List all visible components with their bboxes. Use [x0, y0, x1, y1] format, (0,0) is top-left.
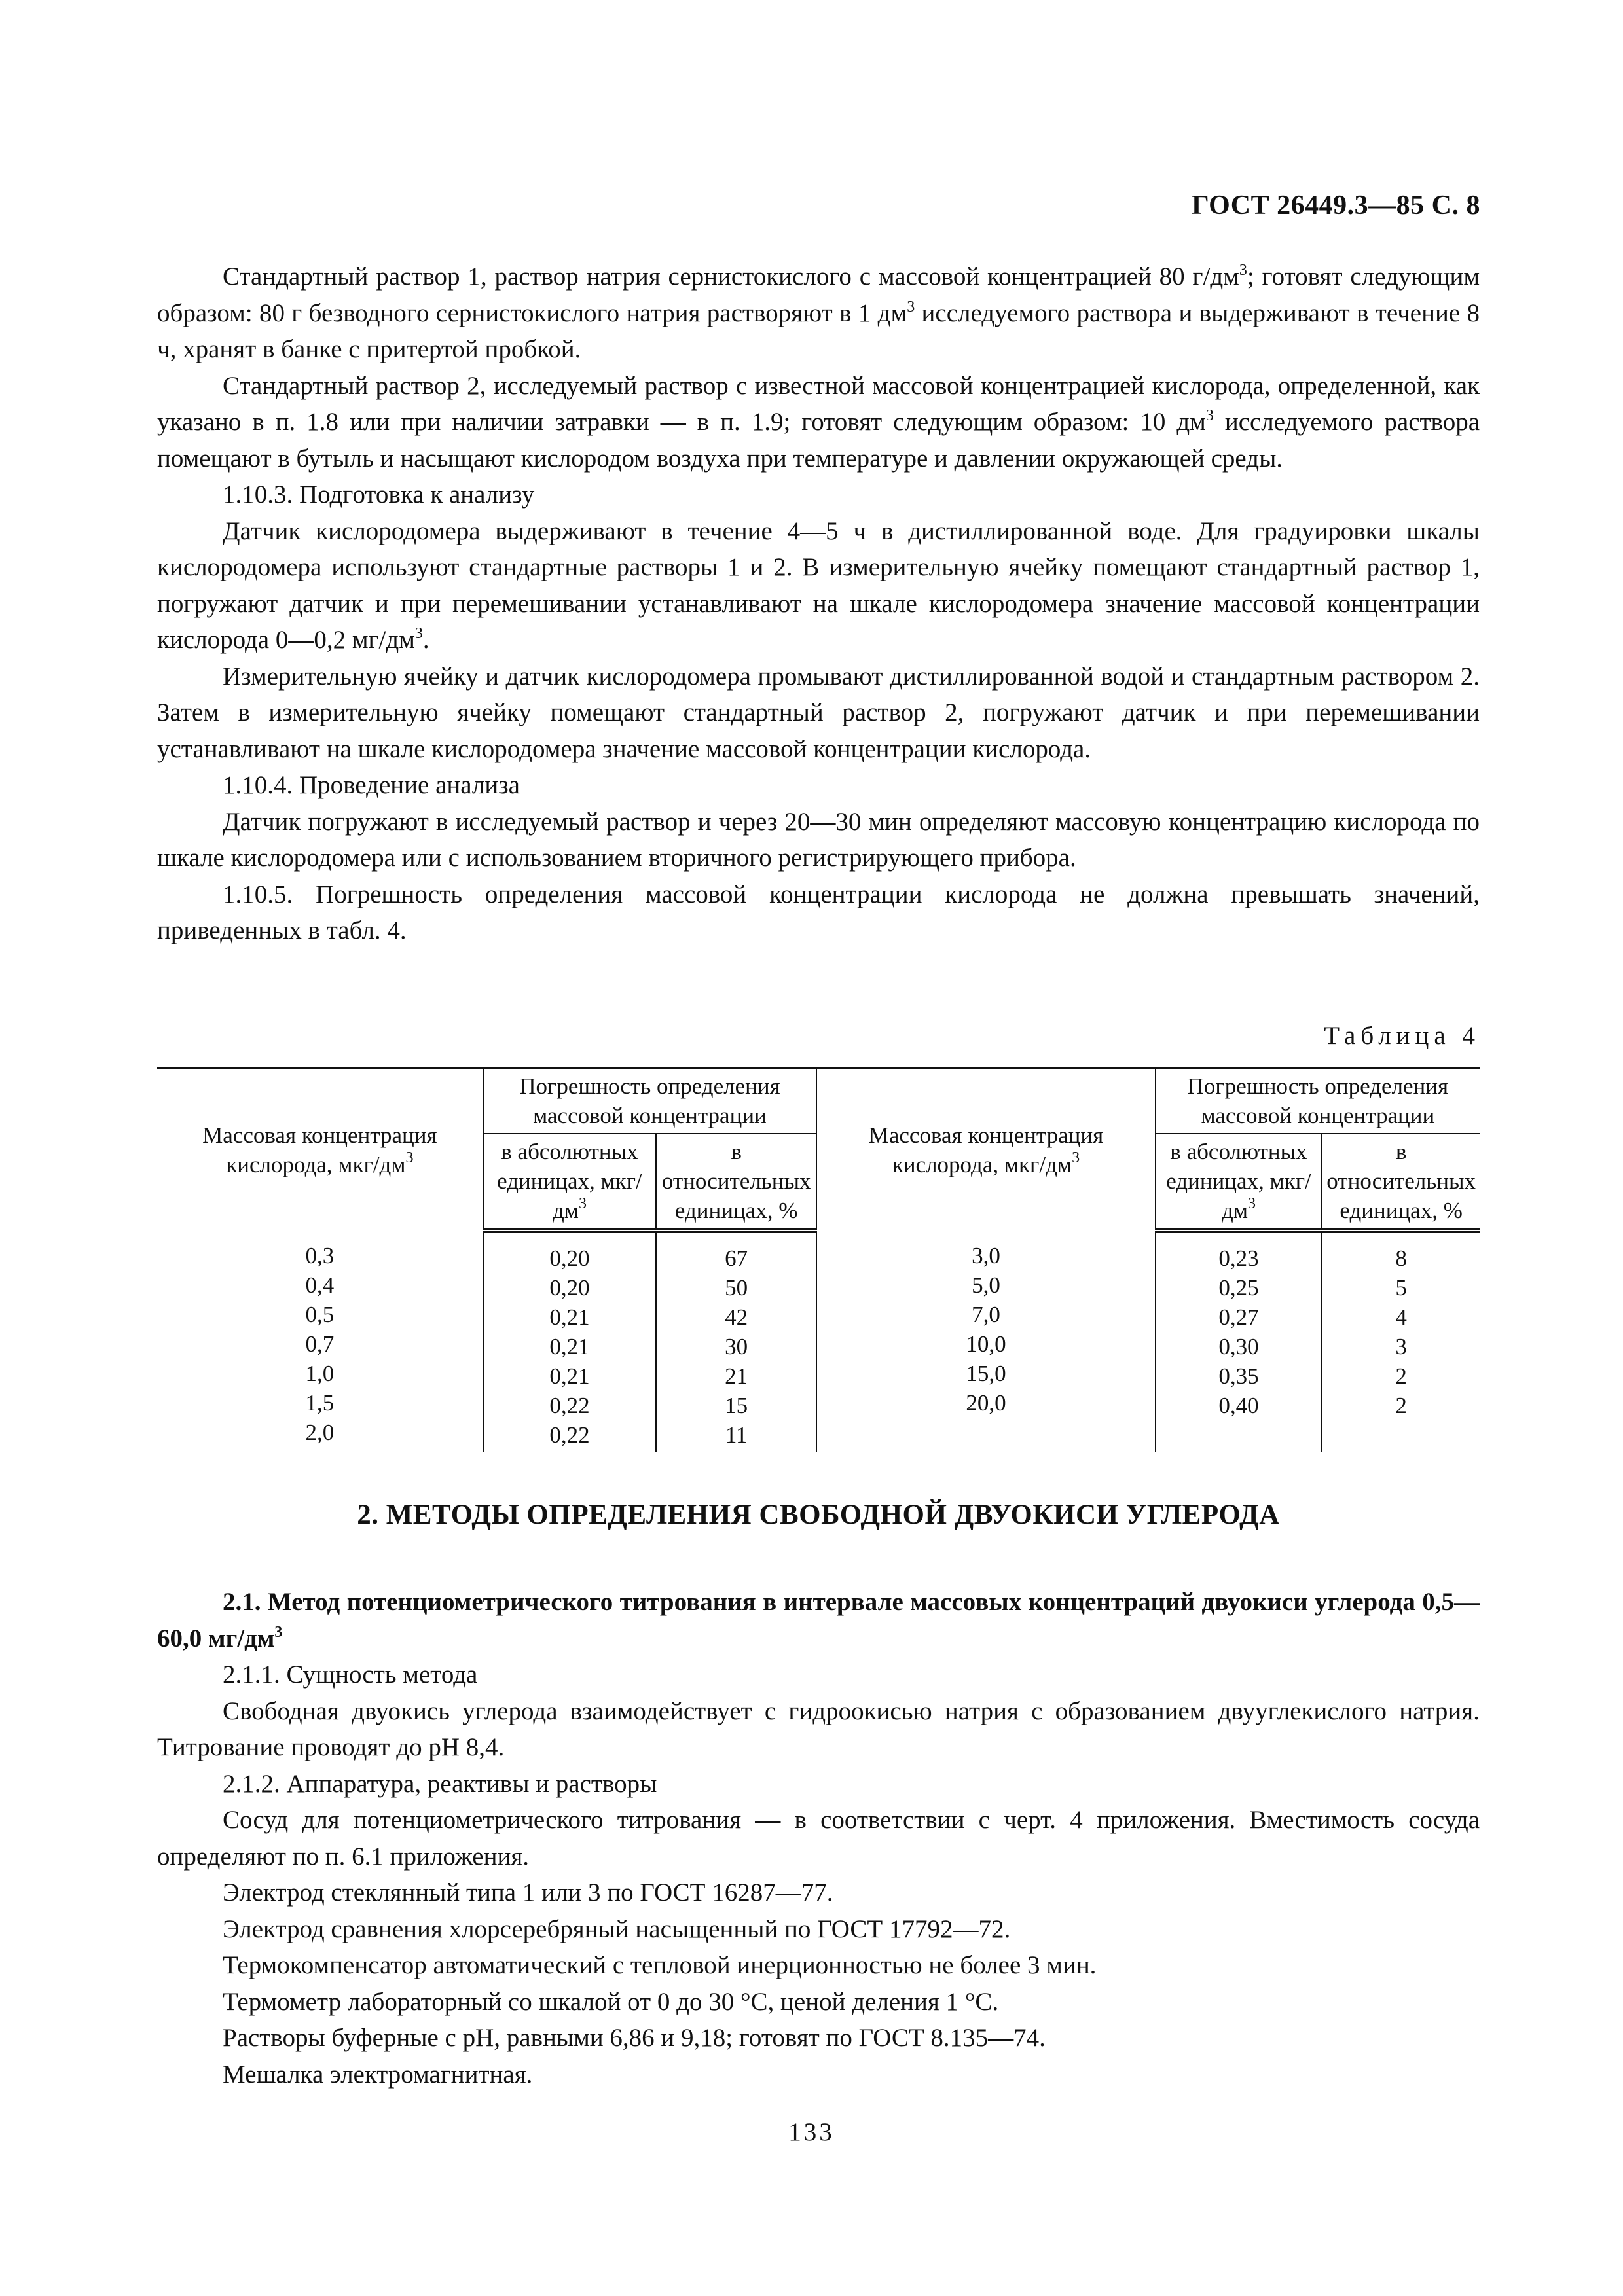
column-header-relative: в относительных единицах, % — [1322, 1134, 1480, 1230]
column-header-concentration: Массовая концентрация кислорода, мкг/$дм^3$ — [816, 1068, 1156, 1231]
paragraph: Электрод сравнения хлорсеребряный насыщенный по ГОСТ 17792—72. — [223, 1914, 1011, 1943]
paragraph: Термокомпенсатор автоматический с тепловой инерционностью не более 3 мин. — [223, 1951, 1097, 1979]
absolute-error-value: 0,21 — [549, 1304, 590, 1330]
paragraph: Электрод стеклянный типа 1 или 3 по ГОСТ 16287—77. — [223, 1878, 833, 1907]
relative-error-value: 30 — [725, 1334, 748, 1359]
cell-left-relative — [656, 1230, 816, 1452]
text: Стандартный раствор 2, исследуемый раствор с известной массовой концентрацией кислорода, определенной, как указано в п. 1.8 или при наличии затравки — в п. 1.9; готовят следующим образом: 10 дм — [157, 371, 1480, 436]
absolute-error-value: 0,22 — [549, 1422, 590, 1448]
subsection-heading — [157, 476, 1480, 513]
section-title: 2. МЕТОДЫ ОПРЕДЕЛЕНИЯ СВОБОДНОЙ ДВУОКИСИ УГЛЕРОДА — [357, 1499, 1280, 1530]
relative-error-value: 5 — [1395, 1275, 1407, 1300]
paragraph — [157, 259, 1480, 368]
absolute-error-value: 0,40 — [1218, 1393, 1259, 1418]
cell-left-concentration — [157, 1230, 483, 1452]
relative-error-value: 67 — [725, 1246, 748, 1271]
relative-error-value: 3 — [1395, 1334, 1407, 1359]
cell-right-concentration — [816, 1230, 1156, 1452]
body-text-top — [157, 259, 1480, 949]
text: 1.10.5. Погрешность определения массовой концентрации кислорода не должна превышать значений, приведенных в табл. 4. — [157, 880, 1480, 944]
concentration-value: 1,0 — [305, 1361, 335, 1386]
absolute-error-value: 0,20 — [549, 1246, 590, 1271]
relative-error-value: 21 — [725, 1363, 748, 1389]
paragraph: 2.1.1. Сущность метода — [223, 1660, 478, 1689]
absolute-error-value: 0,23 — [1218, 1246, 1259, 1271]
data-table — [157, 1067, 1480, 1452]
paragraph — [157, 876, 1480, 949]
relative-error-value: 11 — [725, 1422, 748, 1448]
column-header-absolute: в абсолютных единицах, мкг/$дм^3$ — [1156, 1134, 1322, 1230]
concentration-value: 1,5 — [305, 1390, 335, 1416]
paragraph — [157, 804, 1480, 876]
relative-error-value: 8 — [1395, 1246, 1407, 1271]
superscript: 3 — [907, 298, 915, 315]
cell-right-relative — [1322, 1230, 1480, 1452]
concentration-value: 5,0 — [972, 1272, 1000, 1298]
paragraph: Растворы буферные с pH, равными 6,86 и 9,18; готовят по ГОСТ 8.135—74. — [223, 2024, 1046, 2052]
absolute-error-value: 0,30 — [1218, 1334, 1259, 1359]
table-row — [157, 1230, 1480, 1452]
column-header-absolute: в абсолютных единицах, мкг/$дм^3$ — [483, 1134, 656, 1230]
superscript: 3 — [1205, 407, 1214, 424]
paragraph: 2.1.2. Аппаратура, реактивы и растворы — [223, 1769, 657, 1798]
relative-error-value: 2 — [1395, 1393, 1407, 1418]
subsection-heading — [157, 767, 1480, 804]
page-header: ГОСТ 26449.3—85 С. 8 — [1191, 190, 1480, 221]
concentration-value: 15,0 — [966, 1361, 1006, 1386]
concentration-value: 20,0 — [966, 1390, 1006, 1416]
relative-error-value: 42 — [725, 1304, 748, 1330]
relative-error-value: 15 — [725, 1393, 748, 1418]
text: исследуемого раствора помещают в бутыль и насыщают кислородом воздуха при температуре и давлении окружающей среды. — [157, 408, 1480, 473]
paragraph: Сосуд для потенциометрического титрования — в соответствии с черт. 4 приложения. Вместимость сосуда определяют по п. 6.1 приложения. — [157, 1806, 1480, 1871]
paragraph — [157, 368, 1480, 477]
absolute-error-value: 0,25 — [1218, 1275, 1259, 1300]
paragraph: Термометр лабораторный со шкалой от 0 до 30 °С, ценой деления 1 °С. — [223, 1987, 999, 2016]
superscript: 3 — [414, 625, 423, 642]
paragraph — [157, 658, 1480, 768]
paragraph — [157, 513, 1480, 658]
absolute-error-value: 0,21 — [549, 1334, 590, 1359]
relative-error-value: 4 — [1395, 1304, 1407, 1330]
text: Датчик погружают в исследуемый раствор и через 20—30 мин определяют массовую концентрацию кислорода по шкале кислородомера или с использованием вторичного регистрирующего прибора. — [157, 807, 1480, 872]
subsection-title: 2.1. Метод потенциометрического титрования в интервале массовых концентраций двуокиси углерода 0,5—60,0 $мг/дм^3$ — [157, 1588, 1480, 1653]
concentration-value: 0,3 — [305, 1243, 335, 1268]
cell-left-absolute — [483, 1230, 656, 1452]
column-header-concentration: Массовая концентрация кислорода, мкг/$дм^3$ — [157, 1068, 483, 1231]
paragraph: Свободная двуокись углерода взаимодействует с гидроокисью натрия с образованием двууглекислого натрия. Титрование проводят до pH 8,4. — [157, 1696, 1480, 1761]
text: Стандартный раствор 1, раствор натрия сернистокислого с массовой концентрацией 80 г/дм — [223, 262, 1239, 291]
text: . — [422, 626, 429, 654]
concentration-value: 0,4 — [305, 1272, 335, 1298]
text: Измерительную ячейку и датчик кислородомера промывают дистиллированной водой и стандартным раствором 2. Затем в измерительную ячейку помещают стандартный раствор 2, погружают датчик и при перемешивании устанавливают на шкале кислородомера значение массовой концентрации кислорода. — [157, 662, 1480, 763]
page-number: 133 — [788, 2118, 835, 2146]
concentration-value: 7,0 — [972, 1302, 1000, 1327]
column-header-relative: в относительных единицах, % — [656, 1134, 816, 1230]
text: 1.10.4. Проведение анализа — [223, 771, 520, 799]
concentration-value: 2,0 — [305, 1420, 335, 1445]
body-text-bottom — [157, 1584, 1480, 2092]
absolute-error-value: 0,22 — [549, 1393, 590, 1418]
concentration-value: 3,0 — [972, 1243, 1000, 1268]
text: 1.10.3. Подготовка к анализу — [223, 480, 535, 509]
cell-right-absolute — [1156, 1230, 1322, 1452]
text: ; готовят следующим образом: 80 г безводного сернистокислого натрия растворяют в 1 дм — [157, 262, 1480, 327]
superscript: 3 — [1239, 262, 1247, 279]
column-header-error-group: Погрешность определения массовой концентрации — [483, 1068, 816, 1134]
text: Датчик кислородомера выдерживают в течение 4—5 ч в дистиллированной воде. Для градуировки шкалы кислородомера используют стандартные растворы 1 и 2. В измерительную ячейку помещают стандартный раствор 1, погружают датчик и при перемешивании устанавливают на шкале кислородомера значение массовой концентрации кислорода 0—0,2 мг/дм — [157, 516, 1480, 654]
absolute-error-value: 0,20 — [549, 1275, 590, 1300]
paragraph: Мешалка электромагнитная. — [223, 2060, 533, 2089]
concentration-value: 10,0 — [966, 1331, 1006, 1357]
concentration-value: 0,5 — [305, 1302, 335, 1327]
concentration-value: 0,7 — [305, 1331, 335, 1357]
table-caption: Таблица 4 — [1324, 1022, 1480, 1050]
text: исследуемого раствора и выдерживают в течение 8 ч, хранят в банке с притертой пробкой. — [157, 298, 1480, 363]
relative-error-value: 2 — [1395, 1363, 1407, 1389]
column-header-error-group: Погрешность определения массовой концентрации — [1156, 1068, 1480, 1134]
absolute-error-value: 0,27 — [1218, 1304, 1259, 1330]
relative-error-value: 50 — [725, 1275, 748, 1300]
absolute-error-value: 0,35 — [1218, 1363, 1259, 1389]
absolute-error-value: 0,21 — [549, 1363, 590, 1389]
